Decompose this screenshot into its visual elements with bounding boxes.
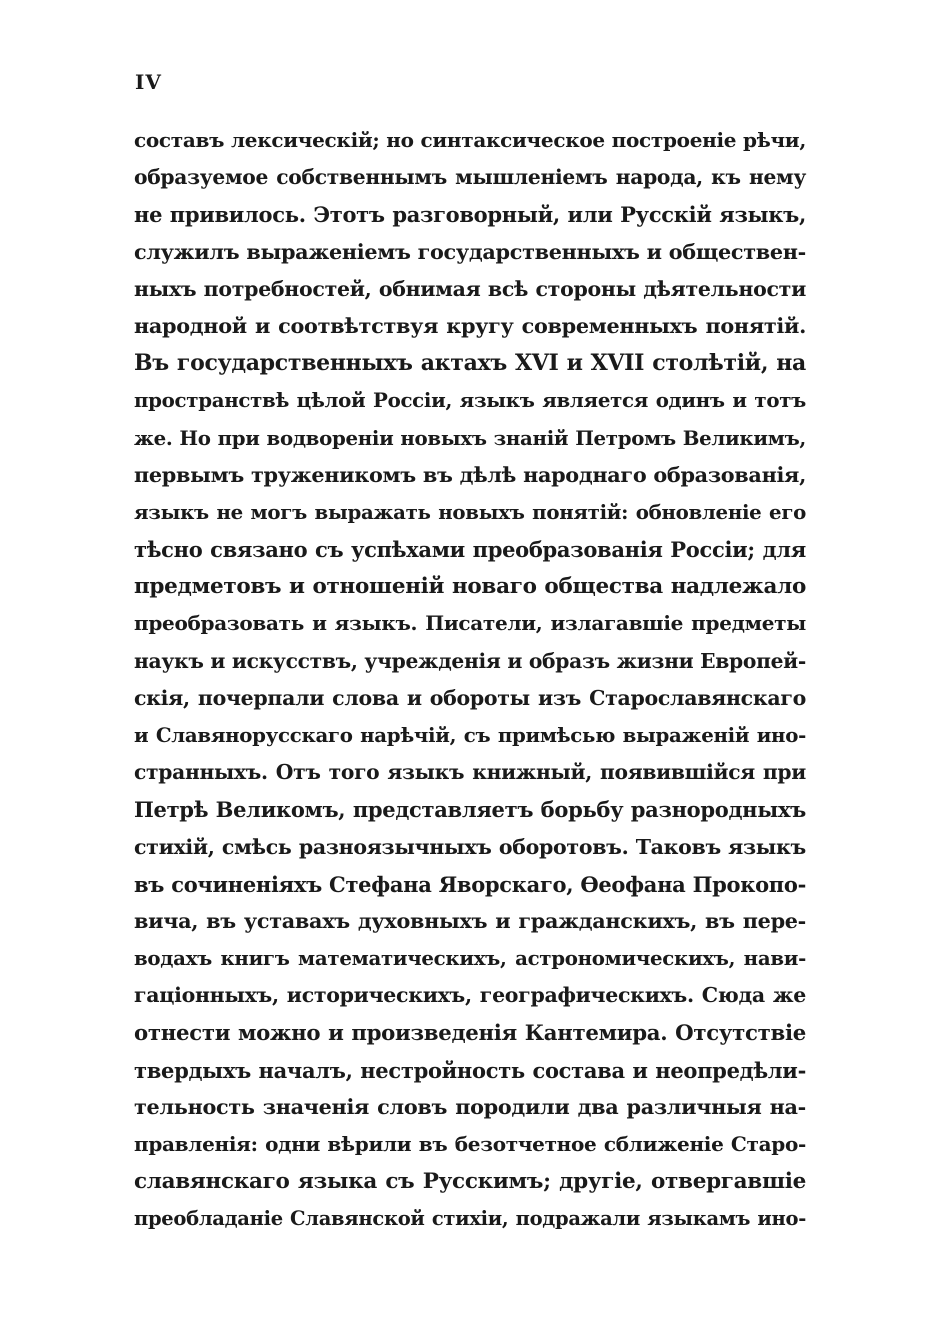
text-line: славянскаго языка съ Русскимъ; другіе, отвергавшіе	[134, 1169, 806, 1195]
text-line: Въ государственныхъ актахъ XVI и XVII столѣтій, на	[134, 350, 806, 377]
text-line: странныхъ. Отъ того языкъ книжный, появившійся при	[134, 760, 806, 785]
text-line: наукъ и искусствъ, учрежденія и образъ жизни Европей-	[134, 648, 806, 673]
text-line: составъ лексическій; но синтаксическое построеніе рѣчи,	[134, 128, 806, 152]
text-line: и Славянорусскаго нарѣчій, съ примѣсью выраженій ино-	[134, 723, 806, 747]
text-line: ныхъ потребностей, обнимая всѣ стороны дѣятельности	[134, 276, 806, 301]
text-line: служилъ выраженіемъ государственныхъ и обществен-	[134, 239, 806, 264]
text-line: языкъ не могъ выражать новыхъ понятій: обновленіе его	[134, 499, 806, 524]
text-line: въ сочиненіяхъ Стефана Яворскаго, Ѳеофана Прокопо-	[134, 871, 806, 897]
text-line: гаціонныхъ, историческихъ, географическихъ. Сюда же	[134, 983, 806, 1008]
text-line: пространствѣ цѣлой Россіи, языкъ является одинъ и тотъ	[134, 388, 806, 413]
text-line: предметовъ и отношеній новаго общества надлежало	[134, 574, 806, 600]
body-text	[134, 122, 806, 1238]
text-line: первымъ труженикомъ въ дѣлѣ народнаго образованія,	[134, 462, 806, 487]
text-line: образуемое собственнымъ мышленіемъ народа, къ нему	[134, 165, 806, 190]
text-line: тѣсно связано съ успѣхами преобразованія Россіи; для	[134, 537, 806, 563]
text-line: стихій, смѣсь разноязычныхъ оборотовъ. Таковъ языкъ	[134, 834, 806, 859]
text-line: преобразовать и языкъ. Писатели, излагавшіе предметы	[134, 611, 806, 636]
text-line: Петрѣ Великомъ, представляетъ борьбу разнородныхъ	[134, 797, 806, 823]
text-line: народной и соотвѣтствуя кругу современныхъ понятій.	[134, 313, 806, 338]
text-line: твердыхъ началъ, нестройность состава и неопредѣли-	[134, 1057, 806, 1083]
text-line: же. Но при водвореніи новыхъ знаній Петромъ Великимъ,	[134, 425, 806, 450]
text-line: отнести можно и произведенія Кантемира. Отсутствіе	[134, 1020, 806, 1046]
text-line: скія, почерпали слова и обороты изъ Старославянскаго	[134, 685, 806, 710]
page-number: IV	[135, 70, 162, 94]
text-line: правленія: одни вѣрили въ безотчетное сближеніе Старо-	[134, 1132, 806, 1157]
text-line: вича, въ уставахъ духовныхъ и гражданскихъ, въ пере-	[134, 908, 806, 933]
text-line: не привилось. Этотъ разговорный, или Русскій языкъ,	[134, 202, 806, 228]
text-line: водахъ книгъ математическихъ, астрономическихъ, нави-	[134, 946, 806, 971]
text-line: преобладаніе Славянской стихіи, подражали языкамъ ино-	[134, 1207, 806, 1231]
text-line: тельность значенія словъ породили два различныя на-	[134, 1094, 806, 1119]
